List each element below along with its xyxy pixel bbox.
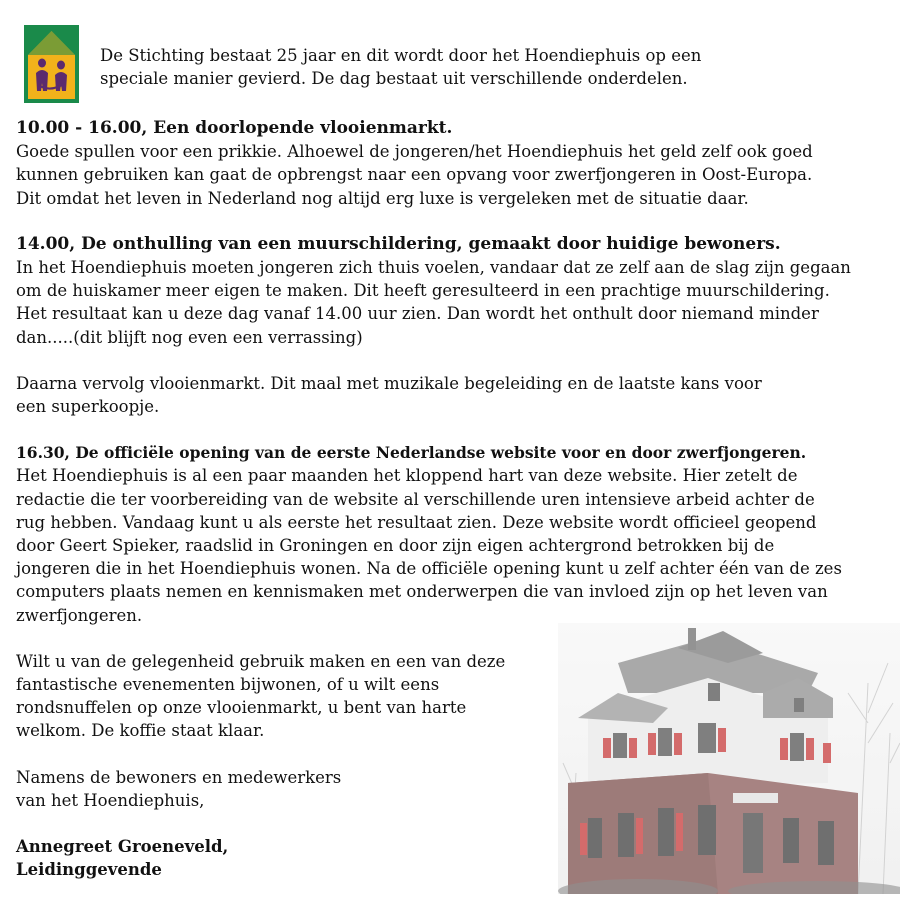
body-line: fantastische evenementen bijwonen, of u wilt eens bbox=[16, 675, 440, 695]
body-line: een superkoopje. bbox=[16, 397, 160, 417]
body-line: Goede spullen voor een prikkie. Alhoewel de jongeren/het Hoendiephuis het geld zelf ook goed bbox=[16, 142, 813, 162]
body-line: computers plaats nemen en kennismaken met onderwerpen die van invloed zijn op het leven van bbox=[16, 582, 828, 602]
body-line: In het Hoendiephuis moeten jongeren zich thuis voelen, vandaar dat ze zelf aan de slag zijn gegaan bbox=[16, 258, 851, 278]
body-line: kunnen gebruiken kan gaat de opbrengst naar een opvang voor zwerfjongeren in Oost-Europa. bbox=[16, 165, 813, 185]
signature-name: Annegreet Groeneveld, bbox=[16, 837, 229, 857]
section-website-opening bbox=[16, 441, 896, 627]
closing-paragraph bbox=[16, 650, 546, 743]
body-line: rondsnuffelen op onze vlooienmarkt, u bent van harte bbox=[16, 698, 467, 718]
section-mural bbox=[16, 233, 896, 349]
body-line: Het resultaat kan u deze dag vanaf 14.00 uur zien. Dan wordt het onthult door niemand minder bbox=[16, 304, 819, 324]
section-heading: 10.00 - 16.00, Een doorlopende vlooienmarkt. bbox=[16, 118, 453, 138]
body-line: zwerfjongeren. bbox=[16, 605, 143, 625]
body-line: dan.....(dit blijft nog even een verrassing) bbox=[16, 327, 363, 347]
body-line: rug hebben. Vandaag kunt u als eerste het resultaat zien. Deze website wordt officieel geopend bbox=[16, 512, 817, 532]
section-heading: 16.30, De officiële opening van de eerste Nederlandse website voor en door zwerfjongeren. bbox=[16, 443, 807, 463]
body-line: Wilt u van de gelegenheid gebruik maken en een van deze bbox=[16, 651, 506, 671]
body-line: Dit omdat het leven in Nederland nog altijd erg luxe is vergeleken met de situatie daar. bbox=[16, 188, 749, 208]
intro-text bbox=[100, 44, 780, 90]
hoendiephuis-building-photo bbox=[558, 623, 900, 894]
body-line: Daarna vervolg vlooienmarkt. Dit maal met muzikale begeleiding en de laatste kans voor bbox=[16, 373, 762, 393]
body-line: door Geert Spieker, raadslid in Groningen en door zijn eigen achtergrond betrokken bij de bbox=[16, 536, 775, 556]
body-line: Het Hoendiephuis is al een paar maanden het kloppend hart van deze website. Hier zetelt de bbox=[16, 466, 798, 486]
section-fleamarket bbox=[16, 117, 896, 210]
signature bbox=[16, 835, 546, 881]
hoendiephuis-logo-icon bbox=[24, 25, 79, 103]
body-line: jongeren die in het Hoendiephuis wonen. Na de officiële opening kunt u zelf achter één van de zes bbox=[16, 559, 842, 579]
signature-role: Leidinggevende bbox=[16, 860, 162, 880]
body-line: Namens de bewoners en medewerkers bbox=[16, 767, 342, 787]
regards-paragraph bbox=[16, 766, 546, 812]
intro-line: De Stichting bestaat 25 jaar en dit wordt door het Hoendiephuis op een bbox=[100, 46, 702, 65]
body-line: redactie die ter voorbereiding van de website al verschillende uren intensieve arbeid achter de bbox=[16, 489, 815, 509]
section-afterwards bbox=[16, 372, 896, 418]
section-heading: 14.00, De onthulling van een muurschildering, gemaakt door huidige bewoners. bbox=[16, 233, 781, 254]
body-line: van het Hoendiephuis, bbox=[16, 790, 205, 810]
body-line: om de huiskamer meer eigen te maken. Dit heeft geresulteerd in een prachtige muurschildering. bbox=[16, 281, 830, 301]
body-line: welkom. De koffie staat klaar. bbox=[16, 721, 265, 741]
intro-line: speciale manier gevierd. De dag bestaat uit verschillende onderdelen. bbox=[100, 69, 688, 88]
